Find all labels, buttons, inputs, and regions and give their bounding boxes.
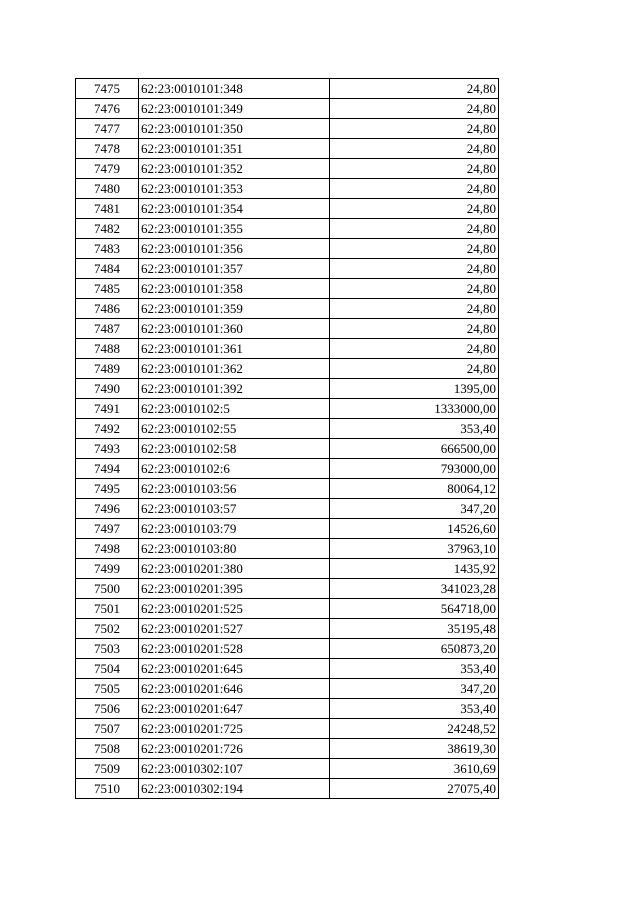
cadastral-number-cell: 62:23:0010101:352 xyxy=(139,159,330,179)
value-cell: 666500,00 xyxy=(330,439,499,459)
cadastral-number-cell: 62:23:0010201:646 xyxy=(139,679,330,699)
cadastral-number-cell: 62:23:0010201:726 xyxy=(139,739,330,759)
value-cell: 80064,12 xyxy=(330,479,499,499)
cadastral-number-cell: 62:23:0010103:57 xyxy=(139,499,330,519)
value-cell: 38619,30 xyxy=(330,739,499,759)
table-row xyxy=(76,539,499,559)
value-cell: 353,40 xyxy=(330,419,499,439)
value-cell: 24,80 xyxy=(330,119,499,139)
table-row xyxy=(76,179,499,199)
value-cell: 14526,60 xyxy=(330,519,499,539)
row-number-cell: 7490 xyxy=(76,379,139,399)
table-row xyxy=(76,119,499,139)
cadastral-number-cell: 62:23:0010101:360 xyxy=(139,319,330,339)
value-cell: 650873,20 xyxy=(330,639,499,659)
row-number-cell: 7481 xyxy=(76,199,139,219)
value-cell: 24,80 xyxy=(330,139,499,159)
table-row xyxy=(76,779,499,799)
table-body xyxy=(76,79,499,799)
value-cell: 347,20 xyxy=(330,499,499,519)
cadastral-number-cell: 62:23:0010102:5 xyxy=(139,399,330,419)
value-cell: 793000,00 xyxy=(330,459,499,479)
row-number-cell: 7504 xyxy=(76,659,139,679)
cadastral-number-cell: 62:23:0010201:647 xyxy=(139,699,330,719)
cadastral-number-cell: 62:23:0010201:725 xyxy=(139,719,330,739)
value-cell: 347,20 xyxy=(330,679,499,699)
table-row xyxy=(76,659,499,679)
value-cell: 24,80 xyxy=(330,299,499,319)
cadastral-value-table xyxy=(75,78,499,799)
row-number-cell: 7497 xyxy=(76,519,139,539)
value-cell: 353,40 xyxy=(330,659,499,679)
table-row xyxy=(76,759,499,779)
table-row xyxy=(76,419,499,439)
table-row xyxy=(76,679,499,699)
table-row xyxy=(76,639,499,659)
value-cell: 24,80 xyxy=(330,259,499,279)
row-number-cell: 7491 xyxy=(76,399,139,419)
value-cell: 35195,48 xyxy=(330,619,499,639)
row-number-cell: 7492 xyxy=(76,419,139,439)
table-row xyxy=(76,79,499,99)
value-cell: 353,40 xyxy=(330,699,499,719)
cadastral-number-cell: 62:23:0010201:395 xyxy=(139,579,330,599)
value-cell: 24,80 xyxy=(330,279,499,299)
table-row xyxy=(76,439,499,459)
row-number-cell: 7498 xyxy=(76,539,139,559)
row-number-cell: 7478 xyxy=(76,139,139,159)
value-cell: 24,80 xyxy=(330,319,499,339)
table-row xyxy=(76,299,499,319)
row-number-cell: 7508 xyxy=(76,739,139,759)
value-cell: 24,80 xyxy=(330,99,499,119)
row-number-cell: 7476 xyxy=(76,99,139,119)
table-row xyxy=(76,219,499,239)
value-cell: 1395,00 xyxy=(330,379,499,399)
table-row xyxy=(76,719,499,739)
cadastral-number-cell: 62:23:0010201:525 xyxy=(139,599,330,619)
table-row xyxy=(76,479,499,499)
table-row xyxy=(76,379,499,399)
row-number-cell: 7495 xyxy=(76,479,139,499)
table-row xyxy=(76,159,499,179)
value-cell: 1333000,00 xyxy=(330,399,499,419)
value-cell: 24,80 xyxy=(330,219,499,239)
row-number-cell: 7510 xyxy=(76,779,139,799)
cadastral-number-cell: 62:23:0010101:354 xyxy=(139,199,330,219)
row-number-cell: 7503 xyxy=(76,639,139,659)
cadastral-number-cell: 62:23:0010101:361 xyxy=(139,339,330,359)
table-row xyxy=(76,599,499,619)
cadastral-number-cell: 62:23:0010101:355 xyxy=(139,219,330,239)
table-row xyxy=(76,619,499,639)
table-row xyxy=(76,279,499,299)
cadastral-number-cell: 62:23:0010103:80 xyxy=(139,539,330,559)
cadastral-number-cell: 62:23:0010103:56 xyxy=(139,479,330,499)
row-number-cell: 7485 xyxy=(76,279,139,299)
row-number-cell: 7509 xyxy=(76,759,139,779)
cadastral-number-cell: 62:23:0010302:194 xyxy=(139,779,330,799)
cadastral-number-cell: 62:23:0010201:645 xyxy=(139,659,330,679)
row-number-cell: 7505 xyxy=(76,679,139,699)
cadastral-number-cell: 62:23:0010102:6 xyxy=(139,459,330,479)
cadastral-number-cell: 62:23:0010101:353 xyxy=(139,179,330,199)
table-row xyxy=(76,139,499,159)
cadastral-number-cell: 62:23:0010101:356 xyxy=(139,239,330,259)
value-cell: 24,80 xyxy=(330,79,499,99)
value-cell: 341023,28 xyxy=(330,579,499,599)
row-number-cell: 7496 xyxy=(76,499,139,519)
row-number-cell: 7487 xyxy=(76,319,139,339)
table-row xyxy=(76,399,499,419)
table-row xyxy=(76,699,499,719)
row-number-cell: 7483 xyxy=(76,239,139,259)
row-number-cell: 7482 xyxy=(76,219,139,239)
table-row xyxy=(76,499,499,519)
row-number-cell: 7502 xyxy=(76,619,139,639)
value-cell: 37963,10 xyxy=(330,539,499,559)
table-row xyxy=(76,239,499,259)
value-cell: 24,80 xyxy=(330,339,499,359)
table-row xyxy=(76,739,499,759)
cadastral-number-cell: 62:23:0010201:528 xyxy=(139,639,330,659)
value-cell: 24248,52 xyxy=(330,719,499,739)
table-row xyxy=(76,559,499,579)
table-row xyxy=(76,319,499,339)
table-row xyxy=(76,459,499,479)
row-number-cell: 7480 xyxy=(76,179,139,199)
row-number-cell: 7484 xyxy=(76,259,139,279)
table-row xyxy=(76,339,499,359)
row-number-cell: 7489 xyxy=(76,359,139,379)
cadastral-number-cell: 62:23:0010101:348 xyxy=(139,79,330,99)
value-cell: 27075,40 xyxy=(330,779,499,799)
cadastral-number-cell: 62:23:0010201:380 xyxy=(139,559,330,579)
cadastral-number-cell: 62:23:0010101:362 xyxy=(139,359,330,379)
table-row xyxy=(76,519,499,539)
row-number-cell: 7479 xyxy=(76,159,139,179)
table-row xyxy=(76,99,499,119)
cadastral-number-cell: 62:23:0010302:107 xyxy=(139,759,330,779)
cadastral-number-cell: 62:23:0010201:527 xyxy=(139,619,330,639)
value-cell: 3610,69 xyxy=(330,759,499,779)
row-number-cell: 7494 xyxy=(76,459,139,479)
row-number-cell: 7486 xyxy=(76,299,139,319)
value-cell: 564718,00 xyxy=(330,599,499,619)
table-row xyxy=(76,359,499,379)
row-number-cell: 7477 xyxy=(76,119,139,139)
value-cell: 24,80 xyxy=(330,239,499,259)
value-cell: 24,80 xyxy=(330,159,499,179)
row-number-cell: 7493 xyxy=(76,439,139,459)
cadastral-number-cell: 62:23:0010101:350 xyxy=(139,119,330,139)
table-row xyxy=(76,579,499,599)
row-number-cell: 7488 xyxy=(76,339,139,359)
row-number-cell: 7499 xyxy=(76,559,139,579)
value-cell: 24,80 xyxy=(330,199,499,219)
value-cell: 24,80 xyxy=(330,179,499,199)
row-number-cell: 7501 xyxy=(76,599,139,619)
cadastral-number-cell: 62:23:0010101:392 xyxy=(139,379,330,399)
row-number-cell: 7500 xyxy=(76,579,139,599)
row-number-cell: 7475 xyxy=(76,79,139,99)
value-cell: 24,80 xyxy=(330,359,499,379)
table-row xyxy=(76,259,499,279)
cadastral-number-cell: 62:23:0010101:358 xyxy=(139,279,330,299)
value-cell: 1435,92 xyxy=(330,559,499,579)
cadastral-number-cell: 62:23:0010101:357 xyxy=(139,259,330,279)
row-number-cell: 7507 xyxy=(76,719,139,739)
table-row xyxy=(76,199,499,219)
cadastral-number-cell: 62:23:0010101:349 xyxy=(139,99,330,119)
cadastral-number-cell: 62:23:0010102:58 xyxy=(139,439,330,459)
row-number-cell: 7506 xyxy=(76,699,139,719)
cadastral-number-cell: 62:23:0010102:55 xyxy=(139,419,330,439)
cadastral-number-cell: 62:23:0010103:79 xyxy=(139,519,330,539)
cadastral-number-cell: 62:23:0010101:351 xyxy=(139,139,330,159)
cadastral-number-cell: 62:23:0010101:359 xyxy=(139,299,330,319)
